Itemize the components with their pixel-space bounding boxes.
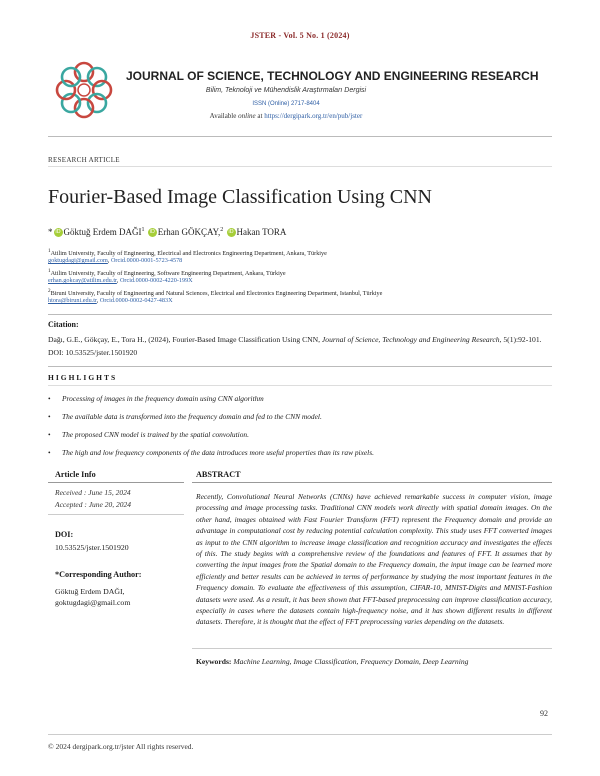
affiliation-1: $^1$Atilim University, Faculty of Engineering, Electrical and Electronics Engineering Department, Ankara, Türkiye goktugdagi@gmail.com, Orcid.0000-0001-5723-4578 bbox=[48, 248, 327, 265]
affiliation-1-orcid[interactable]: Orcid.0000-0001-5723-4578 bbox=[110, 257, 183, 265]
running-header: JSTER - Vol. 5 No. 1 (2024) bbox=[250, 31, 350, 40]
article-title: Fourier-Based Image Classification Using CNN bbox=[48, 186, 432, 208]
article-type: RESEARCH ARTICLE bbox=[48, 156, 120, 164]
corresponding-name: Göktuğ Erdem DAĞI, bbox=[55, 587, 125, 596]
footer-divider bbox=[48, 734, 552, 735]
abstract-text: Recently, Convolutional Neural Networks (CNNs) have achieved remarkable success in computer vision, image processing and image processing tasks. Traditional CNN models work directly with spatial domain images. On the other hand, images obtained with Fast Fourier Transform (FFT) represent the Frequency domain and provide an advantage in computational cost by reducing potential calculation complexity. This study uses FFT converted images as input to the CNN algorithm to increase image classification and recognition accuracy and investigates the effects of this. The study begins with a comprehensive review of the foundations and features of FFT. It assumes that by converting the input images from the Spatial domain to the Frequency domain, the input image can be learned more efficiently and better results can be achieved in terms of performance by studying the most important features in the Frequency domain. To evaluate the effectiveness of this assumption, CIFAR-10, MNIST-Digits and MNIST-Fashion datasets were used. As a result, it has been shown that FFT-based preprocessing can improve classification accuracy, especially in cases where the datasets contain high-frequency noise, and it has shown different results in different datasets. Therefore, it is thought that the effect of FFT preprocessing varies depending on the datasets. bbox=[196, 492, 552, 627]
journal-url-link[interactable]: https://dergipark.org.tr/en/pub/jster bbox=[264, 112, 363, 120]
affiliation-2: $^1$Atilim University, Faculty of Engineering, Software Engineering Department, Ankara, Türkiye erhan.gokcay@atilim.edu.tr, Orcid.0000-0002-4220-199X bbox=[48, 268, 286, 285]
affiliation-1-email[interactable]: goktugdagi@gmail.com bbox=[48, 257, 108, 265]
author-2[interactable]: iD Erhan GÖKÇAY,$^2$ bbox=[149, 227, 224, 237]
keywords bbox=[196, 657, 468, 666]
orcid-icon[interactable]: iD bbox=[149, 229, 155, 236]
keywords-divider bbox=[192, 648, 552, 649]
highlight-item: • The available data is transformed into the frequency domain and fed to the CNN model. bbox=[48, 412, 322, 421]
author-list bbox=[48, 227, 286, 237]
citation-divider bbox=[48, 314, 552, 315]
highlights-heading: HIGHLIGHTS bbox=[48, 373, 118, 382]
available-prefix: Available bbox=[209, 112, 237, 120]
page-number: 92 bbox=[540, 709, 548, 718]
citation-heading: Citation: bbox=[48, 320, 79, 329]
author-1[interactable]: * iD Göktuğ Erdem DAĞI$^1$ bbox=[48, 227, 145, 237]
journal-title: JOURNAL OF SCIENCE, TECHNOLOGY AND ENGINEERING RESEARCH bbox=[126, 69, 539, 83]
highlights-divider bbox=[48, 385, 552, 386]
affiliation-2-email[interactable]: erhan.gokcay@atilim.edu.tr bbox=[48, 277, 117, 285]
orcid-icon[interactable]: iD bbox=[55, 229, 61, 236]
abstract-heading: ABSTRACT bbox=[196, 470, 241, 479]
journal-logo-icon bbox=[52, 58, 116, 122]
journal-subtitle: Bilim, Teknoloji ve Mühendislik Araştırmaları Dergisi bbox=[205, 87, 367, 94]
footer-copyright: © 2024 dergipark.org.tr/jster All rights reserved. bbox=[48, 742, 194, 751]
type-divider bbox=[48, 166, 552, 167]
article-info-heading: Article Info bbox=[55, 470, 96, 479]
highlights-divider-top bbox=[48, 366, 552, 367]
available-at: at bbox=[257, 112, 263, 120]
journal-issn: ISSN (Online) 2717-8404 bbox=[252, 101, 320, 107]
article-info-divider bbox=[48, 482, 184, 483]
received-date: Received : June 15, 2024 bbox=[55, 488, 131, 497]
available-online: online bbox=[238, 112, 256, 120]
affiliation-3-orcid[interactable]: Orcid.0000-0002-0427-483X bbox=[99, 297, 173, 305]
abstract-divider bbox=[192, 482, 552, 483]
citation-journal: Journal of Science, Technology and Engineering Research, bbox=[321, 335, 502, 344]
header-divider bbox=[48, 136, 552, 137]
info-divider bbox=[48, 514, 184, 515]
availability-line bbox=[126, 112, 446, 120]
citation-text: Dağı, G.E., Gökçay, E., Tora H., (2024), Fourier-Based Image Classification Using CNN, Journal of Science, Technology and Engineering Research, 5(1):92-101. DOI: 10.53525/jster.1501920 bbox=[48, 335, 542, 357]
affiliation-3-email[interactable]: htora@biruni.edu.tr bbox=[48, 297, 97, 305]
corresponding-email[interactable]: goktugdagi@gmail.com bbox=[55, 598, 131, 607]
doi-label: DOI: bbox=[55, 530, 74, 539]
highlight-item: • The high and low frequency components of the data introduces more useful properties than its raw pixels. bbox=[48, 448, 374, 457]
author-3[interactable]: iD Hakan TORA bbox=[228, 227, 287, 237]
keywords-text: Machine Learning, Image Classification, Frequency Domain, Deep Learning bbox=[233, 657, 469, 666]
highlight-item: • Processing of images in the frequency domain using CNN algorithm bbox=[48, 394, 264, 403]
affiliation-3: $^2$Biruni University, Faculty of Engineering and Natural Sciences, Electrical and Electronics Engineering Department, Istanbul, Türkiye htora@biruni.edu.tr, Orcid.0000-0002-0427-483X bbox=[48, 288, 383, 305]
corresponding-label: *Corresponding Author: bbox=[55, 570, 142, 579]
affiliation-2-orcid[interactable]: Orcid.0000-0002-4220-199X bbox=[119, 277, 193, 285]
orcid-icon[interactable]: iD bbox=[228, 229, 234, 236]
doi-value: 10.53525/jster.1501920 bbox=[55, 543, 129, 552]
highlight-item: • The proposed CNN model is trained by the spatial convolution. bbox=[48, 430, 249, 439]
accepted-date: Accepted : June 20, 2024 bbox=[55, 500, 132, 509]
keywords-label: Keywords: bbox=[196, 657, 232, 666]
